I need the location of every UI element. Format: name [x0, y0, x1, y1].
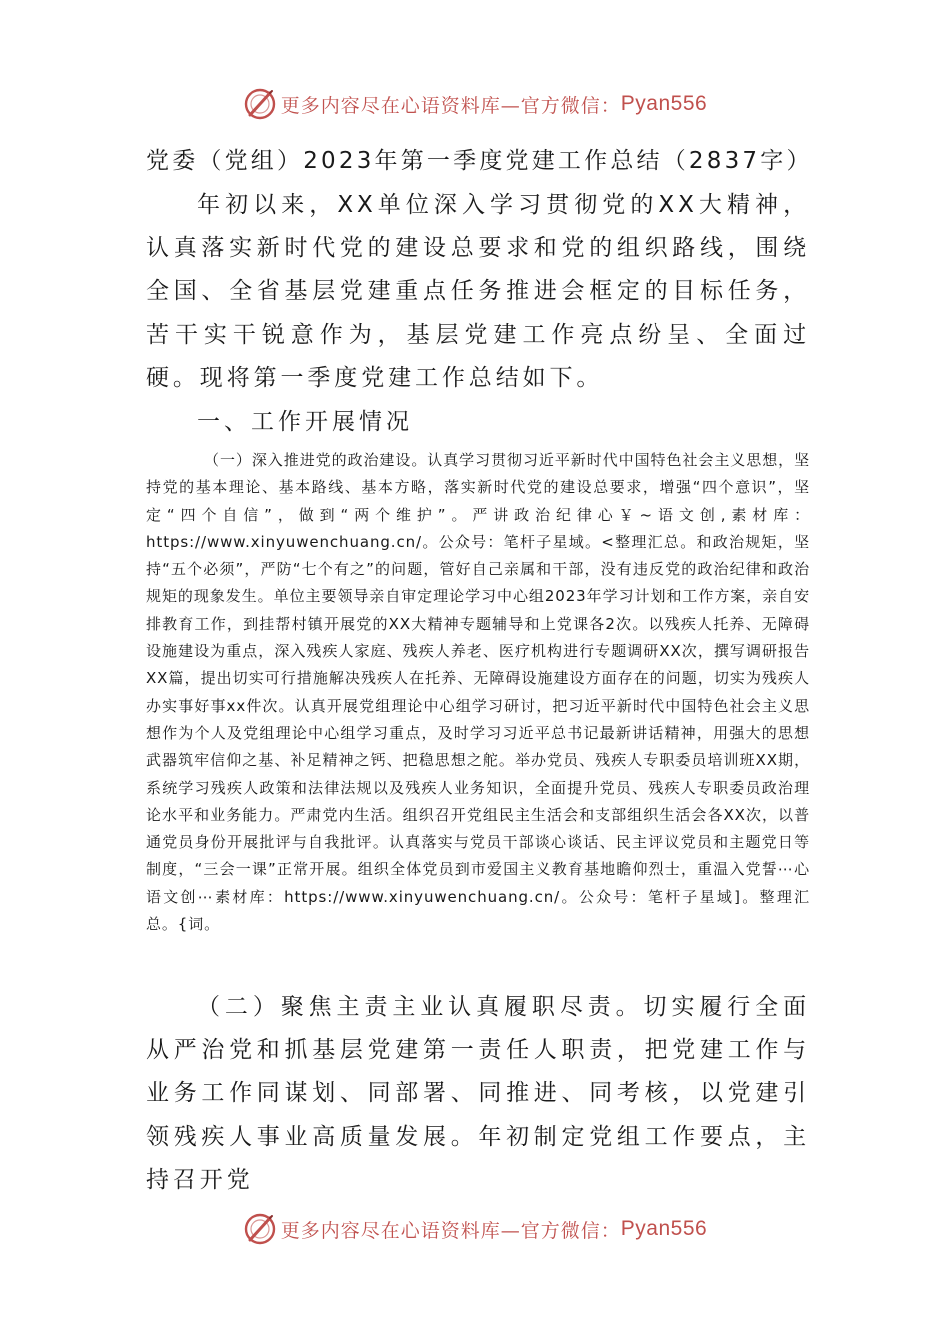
intro-paragraph: 年初以来，XX单位深入学习贯彻党的XX大精神，认真落实新时代党的建设总要求和党的组织路线，围绕全国、全省基层党建重点任务推进会框定的目标任务，苦干实干锐意作为，基层党建工作亮点纷呈、全面过硬。现将第一季度党建工作总结如下。 [146, 192, 810, 391]
header-watermark [0, 82, 950, 126]
document-title: 党委（党组）2023年第一季度党建工作总结（2837字） [146, 148, 813, 174]
section-heading: 一、工作开展情况 [197, 409, 413, 435]
watermark-wechat-id: Pyan556 [620, 92, 708, 115]
watermark-site-text: 更多内容尽在心语资料库—官方微信： [280, 1219, 621, 1242]
body-paragraph-1: （一）深入推进党的政治建设。认真学习贯彻习近平新时代中国特色社会主义思想，坚持党的基本理论、基本路线、基本方略，落实新时代党的建设总要求，增强“四个意识”，坚定“四个自信”，做到“两个维护”。严讲政治纪律心￥~语文创,素材库：https://www.xinyuwenchuang.cn/。公众号：笔杆子星域。<整理汇总。和政治规矩，坚持“五个必须”，严防“七个有之”的问题，管好自己亲属和干部，没有违反党的政治纪律和政治规矩的现象发生。单位主要领导亲自审定理论学习中心组2023年学习计划和工作方案，亲自安排教育工作，到挂帮村镇开展党的XX大精神专题辅导和上党课各2次。以残疾人托养、无障碍设施建设为重点，深入残疾人家庭、残疾人养老、医疗机构进行专题调研XX次，撰写调研报告XX篇，提出切实可行措施解决残疾人在托养、无障碍设施建设方面存在的问题，切实为残疾人办实事好事xx件次。认真开展党组理论中心组学习研讨，把习近平新时代中国特色社会主义思想作为个人及党组理论中心组学习重点，及时学习习近平总书记最新讲话精神，用强大的思想武器筑牢信仰之基、补足精神之钙、把稳思想之舵。举办党员、残疾人专职委员培训班XX期，系统学习残疾人政策和法律法规以及残疾人业务知识，全面提升党员、残疾人专职委员政治理论水平和业务能力。严肃党内生活。组织召开党组民主生活会和支部组织生活会各XX次，以普通党员身份开展批评与自我批评。认真落实与党员干部谈心谈话、民主评议党员和主题党日等制度，“三会一课”正常开展。组织全体党员到市爱国主义教育基地瞻仰烈士，重温入党誓⋯心语文创⋯素材库：https://www.xinyuwenchuang.cn/。公众号：笔杆子星域]。整理汇总。{词。 [146, 451, 810, 934]
watermark-site-text: 更多内容尽在心语资料库—官方微信： [280, 94, 621, 117]
body-paragraph-2: （二）聚焦主责主业认真履职尽责。切实履行全面从严治党和抓基层党建第一责任人职责，把党建工作与业务工作同谋划、同部署、同推进、同考核，以党建引领残疾人事业高质量发展。年初制定党组工作要点，主持召开党 [146, 994, 810, 1193]
pen-logo-icon [243, 1212, 277, 1246]
footer-watermark [0, 1207, 950, 1251]
watermark-wechat-id: Pyan556 [620, 1217, 708, 1240]
pen-logo-icon [243, 87, 277, 121]
